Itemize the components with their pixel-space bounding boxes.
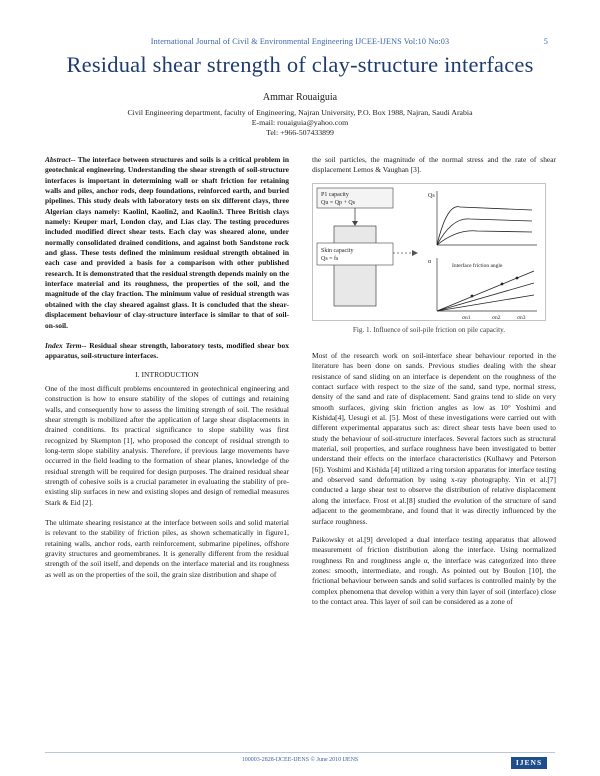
right-paragraph-1: Most of the research work on soil-interface shear behaviour reported in the literature has been done on sands. Previous studies dealing with the shear resistance of sand sliding on an interface is dependent on the roughness of the contact surface with respect to the size of the sand, sand type, normal stress, density of the sand and rate of displacement. Sand grains tend to slide on very smooth surfaces, giving skin friction angles as low as 10° Yoshimi and Kishida[4], Uesugi et al. [5]. Most of these investigations were carried out with different experimental apparatus such as: direct shear tests have been used to study the behaviour of soil-structure interfaces. Several factors such as structural material, soil properties, and surface roughness have been investigated to better understand their effects on the interface characteristics (Kulhawy and Peterson [6]). Yoshimi and Kishida [4] utilized a ring torsion apparatus for interface testing and observed sand deformation by using x-ray photography. Yin et al.[7] conducted a large shear test to observe the distribution of relative displacement along the interface. Frost et al.[8] studied the evolution of the structure of sand adjacent to the geomembrane, and found that it was directly influenced by the surface roughness. bbox=[312, 351, 556, 526]
top-axis-label: Qs bbox=[428, 193, 435, 199]
sigma-label-2: σn2 bbox=[492, 315, 501, 321]
curve-label: Interface friction angle bbox=[452, 263, 503, 269]
sigma-label-1: σn1 bbox=[462, 315, 471, 321]
figure-caption: Fig. 1. Influence of soil-pile friction on pile capacity. bbox=[352, 326, 506, 334]
index-terms bbox=[45, 341, 289, 362]
intro-paragraph-1: One of the most difficult problems encountered in geotechnical engineering and construction is how to ensure stability of the slopes of cuttings and retaining walls, and consequently how to assess the limiting strength of soil. The residual shear strength is mobilized after the application of large shear displacements in drained conditions. Its practical significance to slope stability was first recognized by Skempton [1], who proposed the concept of residual strength to long-term slope stability analysis. Therefore, if previous large movements have occurred in the field leading to the formation of shear planes, knowledge of the residual strength will be required for design purposes. The drained residual shear strength of cohesive soils is a crucial parameter in evaluating the stability of pre-existing slip surfaces in new and existing slopes and design of remedial measures Stark & Eid [2]. bbox=[45, 383, 289, 507]
left-column bbox=[45, 155, 289, 580]
page-number: 5 bbox=[543, 37, 548, 46]
pile-friction-diagram bbox=[312, 183, 546, 321]
box1-line2: Qu = Qp + Qs bbox=[321, 200, 356, 206]
index-terms-label: Index Term-- bbox=[45, 340, 87, 350]
sigma-label-3: σn3 bbox=[517, 315, 526, 321]
abstract-text: The interface between structures and soils is a critical problem in geotechnical engineering. Understanding the shear strength of soil-structure interfaces is important in determining wall or shaft friction for retaining walls and piles, anchor rods, deep foundations, reinforced earth, and buried pipelines. This study deals with laboratory tests on six different clays, three Algerian clays namely: Kaolinl, Kaolin2, and Kaolin3. Three British clays namely: Keuper marl, London clay, and Lias clay. The testing procedures included modified direct shear tests. Each clay was sheared alone, under normally consolidated drained conditions, and against both Sandstone rock and glass. These tests defined the minimum residual strength obtained in each case and provided a basis for a comparison with other published research. It is demonstrated that the residual strength depends mainly on the interface material and its roughness, the properties of the soil, and the magnitude of the clay fraction. The minimum value of residual strength was obtained with the clay sheared against glass. It is concluded that the shear-displacement behaviour of clay-structure interface is similar to that of soil-on-soil. bbox=[45, 155, 289, 330]
point-3 bbox=[516, 277, 519, 280]
footer-text: 100003-2828-IJCEE-IJENS © June 2010 IJENS bbox=[241, 757, 359, 763]
author-tel: Tel: +966-507433899 bbox=[266, 128, 334, 137]
intro-paragraph-2: The ultimate shearing resistance at the interface between soils and solid material is relevant to the stability of friction piles, as shown schematically in figure1, retaining walls, anchor rods, earth reinforcement, submarine pipelines, offshore gravity structures and geomembranes. It is generally different from the residual strength of the soil itself, and depends on the interface material and its roughness as well as on the properties of the soil, the grain size distribution and shape of bbox=[45, 518, 289, 579]
index-terms-text: Residual shear strength, laboratory tests, modified shear box apparatus, soil-structure interfaces. bbox=[45, 340, 289, 361]
figure-1 bbox=[312, 183, 546, 321]
right-column-body bbox=[312, 351, 556, 607]
paper-title: Residual shear strength of clay-structure interfaces bbox=[66, 52, 534, 77]
pile-body bbox=[334, 226, 376, 306]
ijens-logo: IJENS bbox=[511, 757, 547, 769]
box2-line1: Skin capacity bbox=[321, 248, 354, 254]
box2-line2: Qs = fs bbox=[321, 256, 339, 262]
journal-name: International Journal of Civil & Environmental Engineering IJCEE-IJENS Vol:10 No:03 bbox=[150, 37, 450, 46]
bottom-axis-label: α bbox=[428, 259, 432, 265]
right-paragraph-2: Paikowsky et al.[9] developed a dual interface testing apparatus that allowed measurement of friction distribution along the interface. Using normalized roughness Rn and roughness angle α, the interface was categorized into three zones: smooth, intermediate, and rough. As pointed out by Boulon [10], the frictional behaviour between sands and solid surfaces is controlled mainly by the complex phenomena that develop within a very thin layer of soil (interface) close to the contact area. This layer of soil can be considered as a zone of bbox=[312, 534, 556, 606]
abstract-label: Abstract-- bbox=[45, 155, 76, 164]
right-paragraph-0: the soil particles, the magnitude of the normal stress and the rate of shear displacement Lemos & Vaughan [3]. bbox=[312, 155, 556, 175]
point-1 bbox=[471, 295, 474, 298]
section-heading-introduction: I. INTRODUCTION bbox=[135, 369, 199, 379]
running-header bbox=[0, 37, 600, 46]
point-2 bbox=[501, 283, 504, 286]
right-column-top bbox=[312, 155, 556, 176]
author-affiliation: Civil Engineering department, faculty of Engineering, Najran University, P.O. Box 1988, Najran, Saudi Arabia bbox=[127, 108, 473, 117]
author-name: Ammar Rouaiguia bbox=[262, 92, 338, 103]
abstract bbox=[45, 155, 289, 331]
box1-line1: P1 capacity bbox=[321, 192, 349, 198]
author-email: E-mail: rouaiguia@yahoo.com bbox=[251, 118, 349, 127]
footer-divider bbox=[45, 752, 555, 753]
